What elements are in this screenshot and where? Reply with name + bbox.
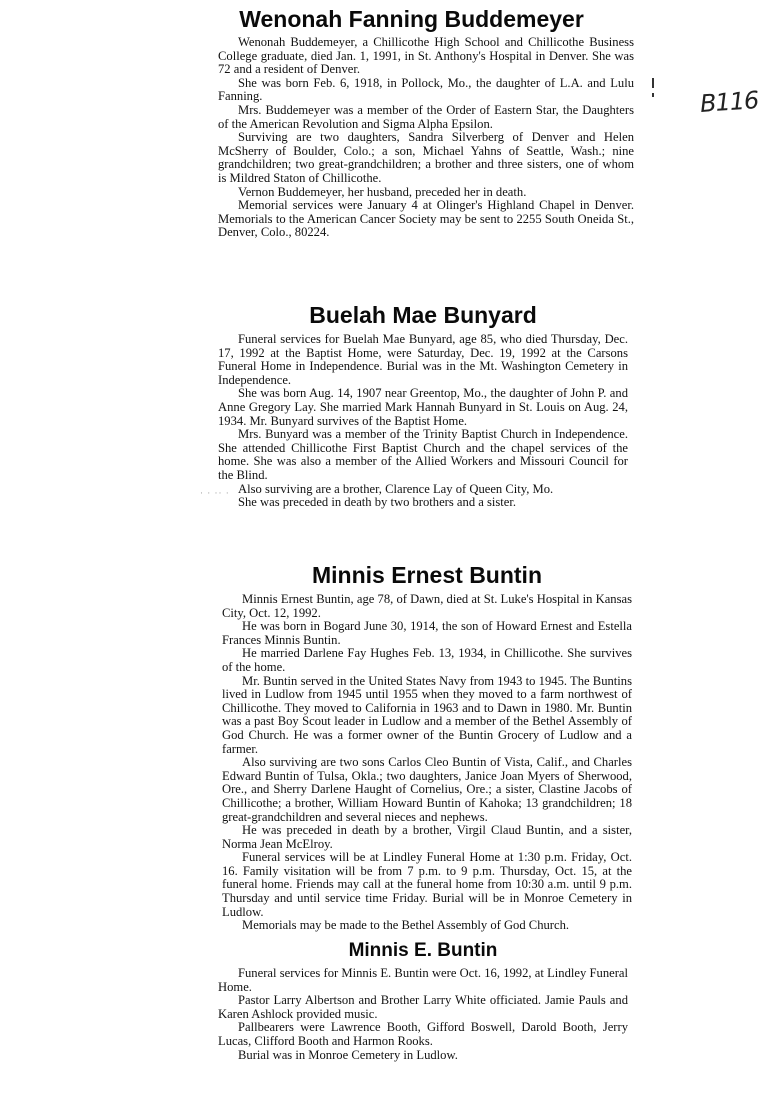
obituary-paragraph: She was born Aug. 14, 1907 near Greentop, Mo., the daughter of John P. and Anne Gregory Lay. She married Mark Hannah Bunyard in St. Louis on Aug. 24, 1934. Mr. Bunyard survives of the Baptist Home. xyxy=(218,386,628,428)
obituary-buelah-bunyard xyxy=(218,302,628,510)
obituary-paragraph: Funeral services for Minnis E. Buntin were Oct. 16, 1992, at Lindley Funeral Home. xyxy=(218,966,628,994)
obituary-paragraph: Pastor Larry Albertson and Brother Larry White officiated. Jamie Pauls and Karen Ashlock provided music. xyxy=(218,993,628,1021)
obituary-headline: Buelah Mae Bunyard xyxy=(309,302,537,328)
obituary-body xyxy=(218,36,634,240)
obituary-minnis-ernest-buntin xyxy=(222,562,632,933)
obituary-paragraph: He was born in Bogard June 30, 1914, the son of Howard Ernest and Estella Frances Minnis Buntin. xyxy=(222,619,632,647)
obituary-wenonah-buddemeyer xyxy=(218,6,634,240)
obituary-paragraph: Memorial services were January 4 at Olinger's Highland Chapel in Denver. Memorials to the American Cancer Society may be sent to 2255 South Oneida St., Denver, Colo., 80224. xyxy=(218,198,634,240)
edge-mark xyxy=(652,78,654,88)
obituary-minnis-e-buntin xyxy=(218,940,628,1062)
obituary-headline: Wenonah Fanning Buddemeyer xyxy=(239,6,584,32)
obituary-paragraph: She was preceded in death by two brothers and a sister. xyxy=(238,495,517,510)
obituary-headline: Minnis E. Buntin xyxy=(348,940,498,961)
obituary-paragraph: Pallbearers were Lawrence Booth, Gifford Boswell, Darold Booth, Jerry Lucas, Clifford Booth and Harmon Rooks. xyxy=(218,1020,628,1048)
obituary-paragraph: He was preceded in death by a brother, Virgil Claud Buntin, and a sister, Norma Jean McElroy. xyxy=(222,823,632,851)
obituary-paragraph: Mrs. Bunyard was a member of the Trinity Baptist Church in Independence. She attended Chillicothe First Baptist Church and the chapel services of the home. She was also a member of the Allied Workers and Missouri Council for the Blind. xyxy=(218,427,628,482)
obituary-paragraph: Burial was in Monroe Cemetery in Ludlow. xyxy=(238,1047,458,1062)
obituary-paragraph: Wenonah Buddemeyer, a Chillicothe High School and Chillicothe Business College graduate, died Jan. 1, 1991, in St. Anthony's Hospital in Denver. She was 72 and a resident of Denver. xyxy=(218,35,634,77)
obituary-paragraph: She was born Feb. 6, 1918, in Pollock, Mo., the daughter of L.A. and Lulu Fanning. xyxy=(218,75,634,104)
obituary-body xyxy=(218,333,628,510)
scan-speckle: · · ·· · xyxy=(200,488,230,498)
obituary-paragraph: Funeral services for Buelah Mae Bunyard, age 85, who died Thursday, Dec. 17, 1992 at the Baptist Home, were Saturday, Dec. 19, 1992 at the Carsons Funeral Home in Independence. Burial was in the Mt. Washington Cemetery in Independence. xyxy=(218,332,628,387)
obituary-paragraph: Also surviving are a brother, Clarence Lay of Queen City, Mo. xyxy=(238,481,554,496)
obituary-paragraph: Memorials may be made to the Bethel Assembly of God Church. xyxy=(242,918,570,933)
obituary-paragraph: Funeral services will be at Lindley Funeral Home at 1:30 p.m. Friday, Oct. 16. Family visitation will be from 7 p.m. to 9 p.m. Thursday, Oct. 15, at the funeral home. Friends may call at the funeral home from 10:30 a.m. until 9 p.m. Thursday and until service time Friday. Burial will be in Monroe Cemetery in Ludlow. xyxy=(222,850,632,919)
obituary-paragraph: Minnis Ernest Buntin, age 78, of Dawn, died at St. Luke's Hospital in Kansas City, Oct. 12, 1992. xyxy=(222,592,632,620)
obituary-paragraph: He married Darlene Fay Hughes Feb. 13, 1934, in Chillicothe. She survives of the home. xyxy=(222,646,632,674)
obituary-paragraph: Mrs. Buddemeyer was a member of the Order of Eastern Star, the Daughters of the American Revolution and Sigma Alpha Epsilon. xyxy=(218,102,634,131)
obituary-body xyxy=(218,967,628,1062)
obituary-body xyxy=(222,593,632,933)
obituary-headline: Minnis Ernest Buntin xyxy=(312,562,542,588)
obituary-paragraph: Surviving are two daughters, Sandra Silverberg of Denver and Helen McSherry of Boulder, Colo.; a son, Michael Yahns of Seattle, Wash.; nine grandchildren; two great-grandchildren; a brother and three sisters, one of whom is Mildred Staton of Chillicothe. xyxy=(218,130,634,185)
handwritten-margin-note: B116 xyxy=(699,86,760,118)
obituary-paragraph: Mr. Buntin served in the United States Navy from 1943 to 1945. The Buntins lived in Ludlow from 1945 until 1955 when they moved to a farm northwest of Chillicothe. They moved to California in 1963 and to Dawn in 1980. Mr. Buntin was a past Boy Scout leader in Ludlow and a member of the Bethel Assembly of God Church. He was a former owner of the Buntin Grocery of Ludlow and a farmer. xyxy=(222,673,632,756)
edge-mark xyxy=(652,93,654,97)
obituary-paragraph: Vernon Buddemeyer, her husband, preceded her in death. xyxy=(238,184,527,199)
obituary-paragraph: Also surviving are two sons Carlos Cleo Buntin of Vista, Calif., and Charles Edward Buntin of Tulsa, Okla.; two daughters, Janice Joan Myers of Sherwood, Ore., and Sherry Darlene Haught of Cornelius, Ore.; a sister, Clastine Jacobs of Chillicothe; a brother, William Howard Buntin of Kahoka; 13 grandchildren; 18 great-grandchildren and several nieces and nephews. xyxy=(222,755,632,824)
